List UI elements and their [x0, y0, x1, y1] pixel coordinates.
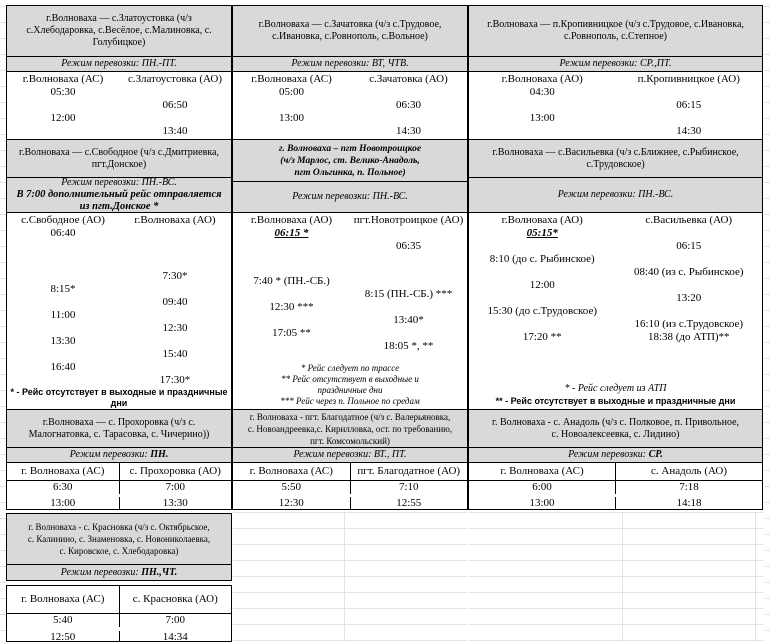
arrival-time: 06:15 [676, 99, 702, 111]
departure-time: 11:00 [50, 309, 76, 321]
route-header-line: с. Калинино, с. Знаменовка, с. Новониколаевка, [27, 534, 211, 544]
timetable-header [7, 214, 231, 227]
time-row [469, 266, 762, 279]
timetable-header [469, 73, 762, 86]
departure-time: 13:30 [50, 335, 76, 347]
departure-time: 06:15 * [274, 227, 309, 239]
regime-prefix: Режим перевозки: ПН.-ПТ. [61, 58, 177, 69]
departure-time: 17:05 ** [272, 327, 311, 339]
regime-days: ПН.,ЧТ. [141, 566, 178, 578]
departure-time: 8:10 (до с. Рыбинское) [489, 253, 595, 265]
arrival-time [119, 361, 231, 374]
timetable-header [233, 214, 467, 227]
time-row [233, 340, 467, 353]
departure-time: 05:00 [278, 86, 305, 98]
arrival-time: 7:00 [165, 614, 186, 626]
time-row [7, 322, 231, 335]
regime-prefix: Режим перевозки: ВТ, ЧТВ. [291, 58, 409, 69]
departure-time: 16:40 [50, 361, 76, 373]
regime-extra-line: В 7:00 дополнительный рейс отправляется [16, 189, 222, 200]
arrival-time [119, 86, 231, 99]
route-header-line: Малогнатовка, с. Тарасовка, с. Чичерино)) [28, 428, 210, 440]
time-row [233, 86, 467, 99]
time-row [7, 86, 231, 99]
arrival-time [350, 327, 467, 340]
schedule-column-middle [232, 5, 468, 510]
regime-text [7, 567, 231, 579]
time-row [469, 227, 762, 240]
arrival-time: 12:55 [396, 497, 422, 509]
arrival-time [350, 86, 467, 99]
route-header [6, 140, 232, 178]
footnote: ** - Рейс отсутствует в выходные и праздничные дни [495, 396, 736, 406]
departure-time [469, 125, 616, 138]
arrival-column-header: пгт.Новотроицкое (АО) [353, 214, 464, 226]
time-row [469, 331, 762, 344]
regime-prefix: Режим перевозки: СР.,ПТ. [559, 58, 672, 69]
departure-time: 13:00 [7, 497, 120, 510]
arrival-time [350, 227, 467, 240]
time-row [233, 301, 467, 314]
departure-time: 17:20 ** [522, 331, 562, 343]
departure-time: 12:30 *** [269, 301, 314, 313]
time-row [469, 318, 762, 331]
time-row [7, 614, 231, 627]
arrival-column-header: с. Прохоровка (АО) [129, 465, 221, 477]
departure-time [469, 292, 616, 305]
arrival-time: 15:40 [162, 348, 188, 360]
arrival-time: 16:10 (из с.Трудовское) [634, 318, 744, 330]
arrival-time: 17:30* [159, 374, 191, 386]
arrival-column-header: п.Кропивницкое (АО) [637, 73, 740, 85]
departure-column-header: г.Волноваха (АС) [251, 73, 332, 85]
time-row [7, 361, 231, 374]
arrival-time [119, 335, 231, 348]
time-row [7, 348, 231, 361]
arrival-time [119, 112, 231, 125]
route-header-line: г.Волноваха — п.Кропивницкое (ч/з с.Трудовое, с.Ивановка, [487, 19, 744, 30]
departure-column-header: г. Волноваха (АС) [7, 463, 120, 480]
regime-row [468, 178, 763, 213]
regime-prefix: Режим перевозки: [60, 566, 142, 578]
timetable-header [233, 73, 467, 86]
footnote: * - Рейс следует из АТП [564, 383, 667, 394]
timetable-header [469, 463, 762, 481]
departure-time [233, 340, 350, 353]
arrival-time: 18:38 (до АТП)** [647, 331, 730, 343]
regime-row [468, 57, 763, 72]
departure-time [233, 125, 350, 138]
arrival-time [119, 309, 231, 322]
departure-time [7, 296, 119, 309]
timetable [6, 213, 232, 410]
departure-time [469, 99, 616, 112]
arrival-column-header: с. Красновка (АО) [132, 593, 218, 605]
arrival-time [350, 301, 467, 314]
time-row [7, 335, 231, 348]
arrival-time: 06:15 [676, 240, 702, 252]
regime-prefix: Режим перевозки: [69, 449, 151, 460]
departure-column-header: г.Волноваха (АО) [501, 73, 583, 85]
arrival-time: 06:50 [162, 99, 188, 111]
route-header-line: с.Хлебодаровка, с.Весёлое, с.Малиновка, с. [26, 25, 212, 36]
arrival-time: 8:15 (ПН.-СБ.) *** [364, 288, 453, 300]
departure-time: 06:40 [50, 227, 76, 239]
timetable [6, 585, 232, 642]
arrival-column-header: с. Анадоль (АО) [651, 465, 727, 477]
time-row [469, 240, 762, 253]
arrival-time: 13:20 [676, 292, 702, 304]
departure-time [7, 125, 119, 138]
departure-time: 13:00 [469, 497, 616, 510]
arrival-time [119, 227, 231, 240]
time-row [469, 279, 762, 292]
schedule-column-right [468, 5, 763, 510]
time-row [233, 481, 467, 494]
arrival-time: 13:40* [393, 314, 424, 326]
timetable [468, 213, 763, 410]
timetable [232, 72, 468, 140]
time-row [469, 292, 762, 305]
departure-time: 12:00 [50, 112, 76, 124]
gridline-vertical [755, 512, 756, 642]
route-header [232, 410, 468, 448]
timetable-header [7, 73, 231, 86]
departure-time: 6:30 [7, 481, 120, 494]
departure-time [233, 99, 350, 112]
departure-time: 7:40 * (ПН.-СБ.) [253, 275, 330, 287]
time-row [7, 112, 231, 125]
time-row [7, 309, 231, 322]
arrival-time: 06:35 [395, 240, 422, 252]
departure-time: 12:30 [233, 497, 351, 510]
arrival-time [350, 275, 467, 288]
timetable [468, 463, 763, 510]
departure-time [233, 288, 350, 301]
departure-time: 05:15* [526, 227, 558, 239]
departure-time [469, 266, 616, 279]
departure-time [7, 270, 119, 283]
route-header-line: с. Кировское, с. Хлебодаровка) [59, 546, 179, 556]
departure-time: 15:30 (до с.Трудовское) [487, 305, 597, 317]
arrival-time: 12:30 [162, 322, 188, 334]
arrival-column-header: с.Зачатовка (АО) [369, 73, 448, 85]
departure-time [469, 240, 616, 253]
arrival-time: 08:40 (из с. Рыбинское) [633, 266, 744, 278]
departure-time: 5:40 [7, 614, 120, 627]
route-header-line: с.Ивановка, с.Ровнополь, с.Вольное) [272, 31, 428, 42]
departure-column-header: г.Волноваха (АО) [501, 214, 583, 226]
arrival-time [350, 112, 467, 125]
footnote: ** Рейс отсутствует в выходные и [281, 374, 419, 384]
time-row [233, 240, 467, 253]
regime-row [6, 178, 232, 213]
route-header-line: г.Волноваха — с.Зачатовка (ч/з с.Трудовое, [258, 19, 442, 30]
route-header-line: г. Волноваха - с. Анадоль (ч/з с. Полковое, п. Привольное, [491, 416, 740, 428]
arrival-column-header: с.Васильевка (АО) [645, 214, 733, 226]
departure-time: 6:00 [469, 481, 616, 494]
arrival-time [616, 227, 763, 240]
regime-row [6, 57, 232, 72]
regime-text [233, 449, 467, 461]
arrival-column-header: пгт. Благодатное (АО) [357, 465, 461, 477]
arrival-time: 7:18 [679, 481, 699, 493]
gridline-vertical [344, 512, 345, 642]
arrival-time: 14:30 [676, 125, 702, 137]
time-row [233, 112, 467, 125]
departure-time: 13:00 [278, 112, 305, 124]
timetable [468, 72, 763, 140]
regime-text [469, 189, 762, 201]
route-header-line: с.Трудовское) [586, 158, 645, 170]
time-row [469, 99, 762, 112]
time-row [469, 253, 762, 266]
arrival-time: 7:00 [165, 481, 186, 493]
footnote: * - Рейс отсутствует в выходные и праздничные дни [10, 387, 228, 408]
departure-time: 12:50 [7, 631, 120, 642]
time-row [233, 227, 467, 240]
regime-row [232, 448, 468, 463]
time-row [469, 305, 762, 318]
timetable-header [7, 463, 231, 481]
route-header-line: Голубицкое) [92, 37, 146, 48]
route-header-line: пгт.Донское) [91, 158, 147, 170]
regime-text [469, 58, 762, 70]
regime-row [468, 448, 763, 463]
arrival-time [616, 253, 763, 266]
regime-row [6, 565, 232, 581]
time-row [7, 481, 231, 494]
arrival-time: 13:30 [162, 497, 188, 509]
timetable [6, 463, 232, 510]
departure-time: 8:15* [50, 283, 76, 295]
time-row [7, 374, 231, 387]
time-row [7, 631, 231, 642]
departure-column-header: г.Волноваха (АС) [22, 73, 104, 85]
regime-text [233, 191, 467, 203]
route-header-line: г.Волноваха — с. Прохоровка (ч/з с. [42, 416, 196, 428]
time-row [7, 283, 231, 296]
departure-time [233, 314, 350, 327]
arrival-time: 13:40 [162, 125, 188, 137]
gridlines-bottom-right [469, 512, 763, 642]
arrival-time: 14:34 [162, 631, 188, 642]
time-row [233, 275, 467, 288]
timetable [232, 463, 468, 510]
departure-column-header: г.Волноваха (АО) [250, 214, 333, 226]
gridlines-right-margin [764, 6, 770, 642]
gridline-vertical [622, 512, 623, 642]
timetable [232, 213, 468, 410]
route-header [468, 410, 763, 448]
regime-row [232, 57, 468, 72]
route-header-line: пгт. Комсомольский) [310, 435, 390, 446]
departure-column-header: г. Волноваха (АС) [7, 586, 120, 613]
regime-prefix: Режим перевозки: ПН.-ВС. [61, 178, 177, 188]
regime-row [232, 182, 468, 213]
route-header-line: с. Новоалексеевка, с. Лидино) [551, 428, 680, 440]
time-row [233, 327, 467, 340]
route-header-line: г.Волноваха — с.Свободное (ч/з с.Дмитриевка, [19, 146, 219, 158]
arrival-time: 14:30 [395, 125, 422, 137]
schedule-column-left [6, 5, 232, 642]
regime-text [7, 449, 231, 461]
route-header-line: с. Новоандреевка,с. Кирилловка, ост. по требованию, [247, 423, 453, 434]
footnote: праздничные дни [317, 385, 383, 395]
arrival-time [616, 305, 763, 318]
regime-prefix: Режим перевозки: ПН.-ВС. [292, 191, 408, 202]
time-row [233, 125, 467, 138]
arrival-time [119, 283, 231, 296]
timetable [6, 72, 232, 140]
departure-time: 12:00 [529, 279, 555, 291]
time-row [469, 497, 762, 510]
arrival-time: 7:30* [162, 270, 188, 282]
regime-prefix: Режим перевозки: ПН.-ВС. [557, 189, 674, 200]
time-row [469, 112, 762, 125]
departure-time: 5:50 [233, 481, 351, 494]
route-header [468, 140, 763, 178]
regime-text [7, 58, 231, 70]
regime-text [7, 178, 231, 189]
route-header-line: г.Волноваха — с.Златоустовка (ч/з [46, 13, 192, 24]
gridlines-bottom-middle [233, 512, 467, 642]
departure-time [7, 99, 119, 112]
departure-time [469, 318, 616, 331]
regime-prefix: Режим перевозки: [568, 449, 649, 460]
route-header [232, 140, 468, 182]
regime-row [6, 448, 232, 463]
time-row [7, 497, 231, 510]
time-row [7, 227, 231, 240]
timetable-header [233, 463, 467, 481]
departure-time [7, 374, 119, 387]
footnotes [233, 363, 467, 409]
regime-text [469, 449, 762, 461]
route-header-line: г. Волноваха - пгт. Благодатное (ч/з с. Валерьяновка, [249, 411, 451, 422]
regime-prefix: Режим перевозки: ВТ., ПТ. [293, 449, 407, 460]
route-header-line: г. Волноваха - с. Красновка (ч/з с. Октябрьское, [28, 522, 210, 532]
regime-days: ПН. [150, 449, 169, 460]
time-row [7, 99, 231, 112]
footnote: * Рейс следует по трассе [300, 363, 400, 373]
route-header [6, 5, 232, 57]
route-header [232, 5, 468, 57]
arrival-time: 09:40 [162, 296, 188, 308]
route-header [6, 513, 232, 565]
arrival-time [616, 112, 763, 125]
arrival-column-header: г.Волноваха (АО) [134, 214, 216, 226]
departure-time: 04:30 [529, 86, 555, 98]
route-header-line: с.Ровнополь, с.Степное) [564, 31, 667, 42]
footnote: *** Рейс через п. Польное по средам [280, 396, 420, 406]
regime-text [233, 58, 467, 70]
route-header-line: г. Волноваха – пгт Новотроицкое [278, 143, 422, 154]
footnotes [7, 387, 231, 410]
time-row [233, 314, 467, 327]
route-header-line: г.Волноваха — с.Васильевка (ч/з с.Ближнее, с.Рыбинское, [492, 146, 739, 158]
time-row [469, 481, 762, 494]
arrival-time: 7:10 [398, 481, 419, 493]
route-header [468, 5, 763, 57]
route-header-line: пгт Ольгинка, п. Польное) [294, 167, 406, 178]
arrival-time [616, 279, 763, 292]
departure-time [7, 348, 119, 361]
arrival-time: 06:30 [395, 99, 422, 111]
time-row [7, 270, 231, 283]
regime-days: СР. [648, 449, 663, 460]
arrival-time: 14:18 [676, 497, 702, 509]
timetable-header [469, 214, 762, 227]
time-row [233, 497, 467, 510]
departure-column-header: г. Волноваха (АС) [469, 463, 616, 480]
arrival-time [616, 86, 763, 99]
time-row [7, 125, 231, 138]
footnotes [469, 382, 762, 409]
departure-column-header: г. Волноваха (АС) [233, 463, 351, 480]
departure-time [233, 240, 350, 253]
departure-time: 05:30 [50, 86, 76, 98]
arrival-column-header: с.Златоустовка (АО) [127, 73, 223, 85]
time-row [7, 296, 231, 309]
arrival-time: 18:05 *, ** [383, 340, 434, 352]
departure-time: 13:00 [529, 112, 555, 124]
time-row [469, 86, 762, 99]
time-row [233, 288, 467, 301]
timetable-header [7, 586, 231, 614]
regime-extra-line: из пгт.Донское * [79, 201, 159, 212]
route-header [6, 410, 232, 448]
departure-time [7, 322, 119, 335]
route-header-line: (ч/з Марлос, ст. Велико-Анадоль, [280, 155, 420, 166]
departure-column-header: с.Свободное (АО) [21, 214, 105, 226]
time-row [469, 125, 762, 138]
time-row [233, 99, 467, 112]
